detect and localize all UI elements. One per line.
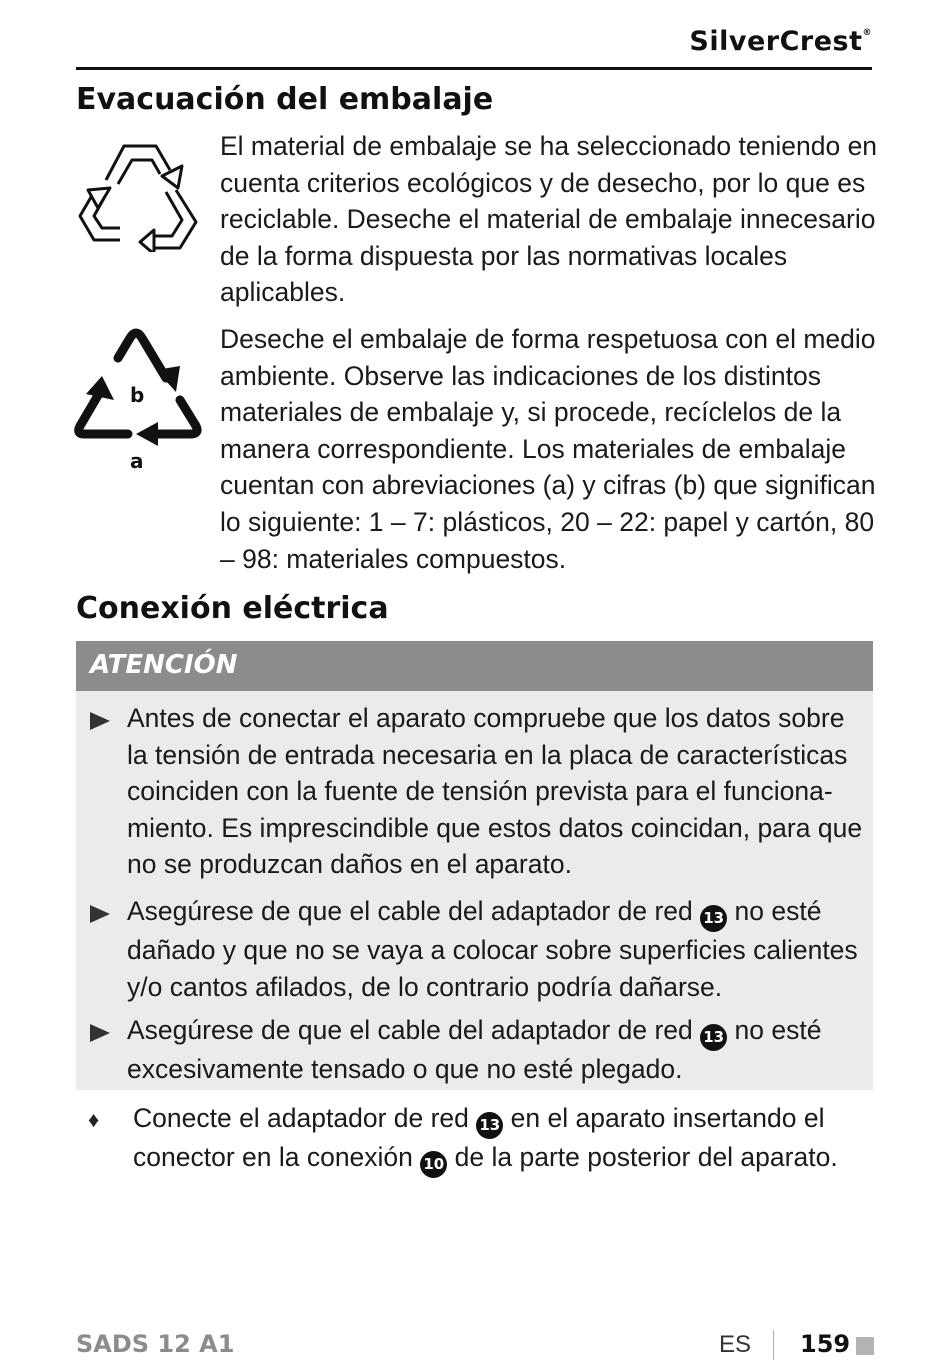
footer-language: ES xyxy=(719,1331,752,1358)
arrow-bullet-icon xyxy=(90,712,110,730)
warning-header xyxy=(76,641,873,691)
section-title-electrical: Conexión eléctrica xyxy=(76,591,389,626)
header-rule xyxy=(76,67,872,70)
arrow-bullet-icon xyxy=(90,1024,110,1042)
warning-item-text: Antes de conectar el aparato compruebe que los datos sobre la tensión de entrada necesaria en la placa de características coinciden con la fuente de tensión prevista para el funcionamiento. Es imprescindible que estos datos coincidan, para que no se produzcan daños en el aparato. xyxy=(127,703,863,880)
recycling-arrows-icon xyxy=(74,132,204,252)
recycling-triangle-icon xyxy=(72,324,206,474)
page-number: 159 xyxy=(800,1330,851,1358)
section-title-packaging: Evacuación del embalaje xyxy=(76,82,494,117)
footer-divider xyxy=(773,1330,774,1360)
instruction-step-text: Conecte el adaptador de red 13 en el aparato insertando el conector en la conexión 10 de la parte posterior del aparato. xyxy=(133,1100,873,1178)
reference-number-badge: 13 xyxy=(700,905,727,932)
recycling-code-b: b xyxy=(130,383,145,407)
warning-box xyxy=(76,641,873,1090)
footer-model: SADS 12 A1 xyxy=(76,1330,235,1358)
packaging-paragraph-2: Deseche el embalaje de forma respetuosa con el medio ambiente. Observe las indicaciones de los distintos materiales de embalaje y, si procede, recíclelos de la manera correspondiente. Los materiales de embalaje cuentan con abreviaciones (a) y cifras (b) que significan lo siguiente: 1 – 7: plásticos, 20 – 22: papel y cartón, 80 – 98: materiales compuestos. xyxy=(220,324,876,574)
reference-number-badge: 13 xyxy=(476,1112,503,1139)
brand-logo: SilverCrest® xyxy=(689,26,872,57)
reference-number-badge: 10 xyxy=(420,1151,447,1178)
recycling-code-a: a xyxy=(130,449,144,473)
warning-item-text: Asegúrese de que el cable del adaptador de red 13 no esté dañado y que no se vaya a colocar sobre superficies calientes y/o cantos afilados, de lo contrario podría dañarse. xyxy=(127,896,858,1002)
warning-title: ATENCIÓN xyxy=(90,650,238,680)
footer-square-icon xyxy=(856,1337,874,1355)
arrow-bullet-icon xyxy=(90,905,110,923)
diamond-bullet-icon: ♦ xyxy=(88,1107,100,1132)
packaging-paragraph-1: El material de embalaje se ha seleccionado teniendo en cuenta criterios ecológicos y de desecho, por lo que es reciclable. Deseche el material de embalaje innecesario de la forma dispuesta por las normativas locales aplicables. xyxy=(220,131,878,308)
warning-item-text: Asegúrese de que el cable del adaptador de red 13 no esté excesivamente tensado o que no esté plegado. xyxy=(127,1015,822,1084)
reference-number-badge: 13 xyxy=(700,1024,727,1051)
